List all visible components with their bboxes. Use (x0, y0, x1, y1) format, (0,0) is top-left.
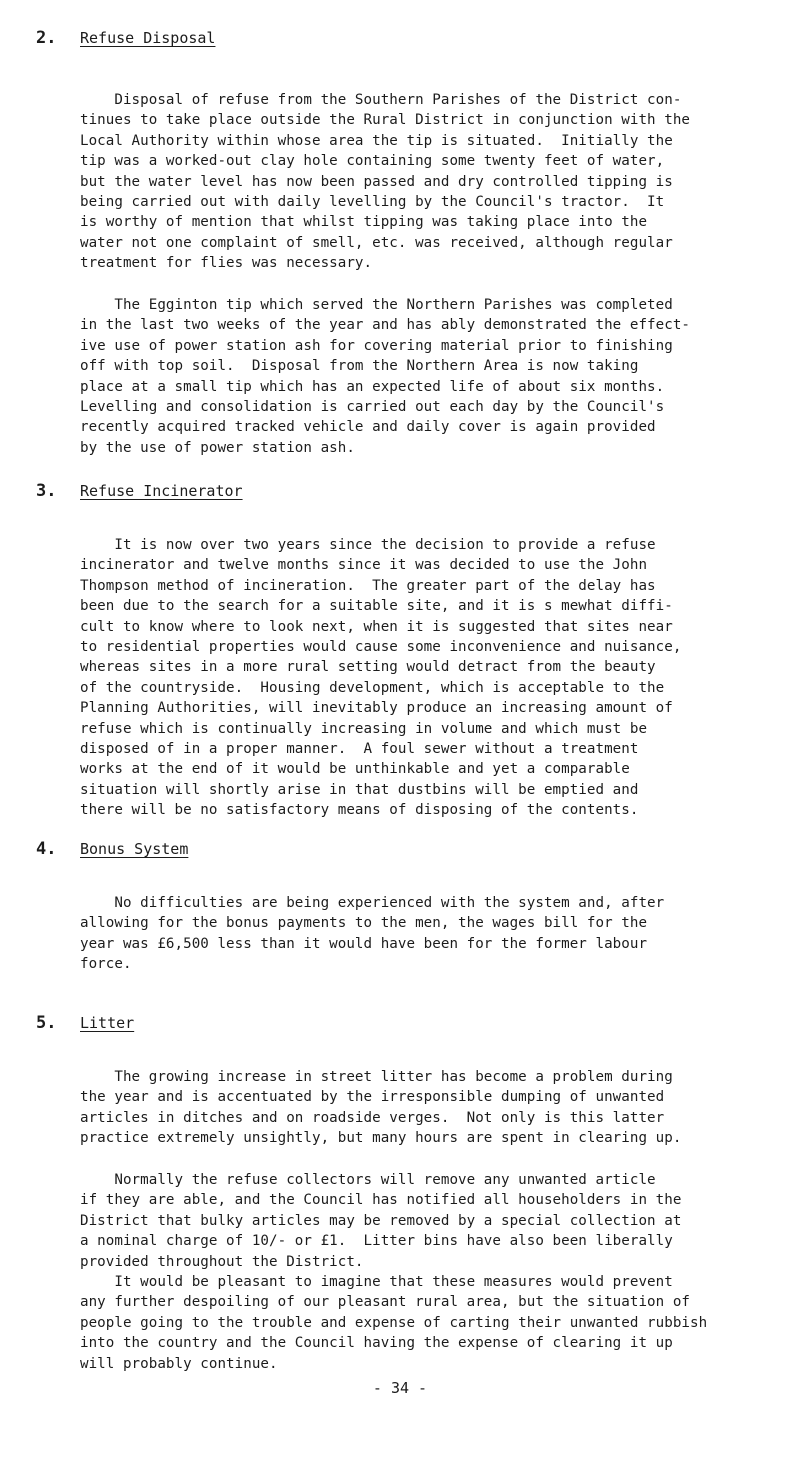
text-line: but the water level has now been passed and dry controlled tipping is (80, 173, 673, 190)
text-line: situation will shortly arise in that dustbins will be emptied and (80, 781, 639, 798)
text-line: whereas sites in a more rural setting would detract from the beauty (80, 659, 656, 676)
text-line: treatment for flies was necessary. (80, 255, 373, 272)
text-line: refuse which is continually increasing in volume and which must be (80, 720, 648, 737)
text-line: works at the end of it would be unthinkable and yet a comparable (80, 761, 630, 778)
text-line: there will be no satisfactory means of disposing of the contents. (80, 802, 639, 819)
text-line: by the use of power station ash. (80, 439, 355, 456)
text-line: Disposal of refuse from the Southern Parishes of the District con- (80, 92, 682, 108)
text-line: place at a small tip which has an expected life of about six months. (80, 378, 665, 395)
section-title: Bonus System (80, 840, 189, 858)
text-line: It is now over two years since the decision to provide a refuse (80, 537, 656, 553)
text-line: is worthy of mention that whilst tipping was taking place into the (80, 214, 648, 231)
text-line: provided throughout the District. (80, 1253, 364, 1270)
text-line: any further despoiling of our pleasant rural area, but the situation of (80, 1294, 691, 1311)
text-line: recently acquired tracked vehicle and daily cover is again provided (80, 419, 656, 436)
text-line: being carried out with daily levelling by the Council's tractor. It (80, 194, 665, 211)
text-line: practice extremely unsightly, but many hours are spent in clearing up. (80, 1130, 682, 1147)
section-number: 5. (36, 1013, 57, 1033)
text-line: if they are able, and the Council has notified all householders in the (80, 1192, 682, 1209)
paragraph (80, 90, 785, 274)
text-line: year was £6,500 less than it would have been for the former labour (80, 935, 648, 952)
paragraph (80, 893, 785, 975)
section-number: 4. (36, 839, 57, 859)
text-line: disposed of in a proper manner. A foul sewer without a treatment (80, 741, 639, 758)
section-title: Refuse Disposal (80, 29, 216, 47)
paragraph (80, 535, 785, 821)
text-line: the year and is accentuated by the irresponsible dumping of unwanted (80, 1089, 665, 1106)
text-line: allowing for the bonus payments to the men, the wages bill for the (80, 915, 648, 932)
text-line: people going to the trouble and expense of carting their unwanted rubbish (80, 1314, 708, 1331)
text-line: force. (80, 956, 132, 973)
text-line: to residential properties would cause some inconvenience and nuisance, (80, 639, 682, 656)
section-number: 2. (36, 28, 57, 48)
text-line: articles in ditches and on roadside verges. Not only is this latter (80, 1109, 665, 1126)
text-line: tip was a worked-out clay hole containing some twenty feet of water, (80, 153, 665, 170)
text-line: water not one complaint of smell, etc. was received, although regular (80, 234, 673, 251)
section-title: Refuse Incinerator (80, 482, 243, 500)
text-line: been due to the search for a suitable site, and it is s mewhat diffi- (80, 598, 673, 615)
text-line: Levelling and consolidation is carried out each day by the Council's (80, 399, 665, 416)
text-line: in the last two weeks of the year and has ably demonstrated the effect- (80, 317, 691, 334)
paragraph (80, 295, 785, 458)
text-line: cult to know where to look next, when it is suggested that sites near (80, 618, 673, 635)
section-title: Litter (80, 1014, 135, 1032)
paragraph (80, 1067, 785, 1149)
text-line: off with top soil. Disposal from the Northern Area is now taking (80, 358, 639, 375)
paragraph (80, 1170, 785, 1272)
text-line: District that bulky articles may be removed by a special collection at (80, 1212, 682, 1229)
text-line: of the countryside. Housing development, which is acceptable to the (80, 679, 665, 696)
text-line: Local Authority within whose area the tip is situated. Initially the (80, 132, 673, 149)
text-line: Planning Authorities, will inevitably produce an increasing amount of (80, 700, 673, 717)
text-line: Normally the refuse collectors will remove any unwanted article (80, 1172, 656, 1188)
text-line: No difficulties are being experienced with the system and, after (80, 895, 665, 911)
text-line: will probably continue. (80, 1355, 278, 1372)
text-line: The Egginton tip which served the Northern Parishes was completed (80, 297, 673, 313)
text-line: ive use of power station ash for covering material prior to finishing (80, 337, 673, 354)
text-line: a nominal charge of 10/- or £1. Litter bins have also been liberally (80, 1233, 673, 1250)
text-line: It would be pleasant to imagine that these measures would prevent (80, 1274, 673, 1290)
text-line: incinerator and twelve months since it was decided to use the John (80, 557, 648, 574)
text-line: Thompson method of incineration. The greater part of the delay has (80, 577, 656, 594)
text-line: tinues to take place outside the Rural District in conjunction with the (80, 112, 691, 129)
section-number: 3. (36, 481, 57, 501)
paragraph (80, 1272, 785, 1374)
text-line: The growing increase in street litter has become a problem during (80, 1069, 673, 1085)
page-number: - 34 - (372, 1379, 428, 1397)
text-line: into the country and the Council having the expense of clearing it up (80, 1335, 673, 1352)
